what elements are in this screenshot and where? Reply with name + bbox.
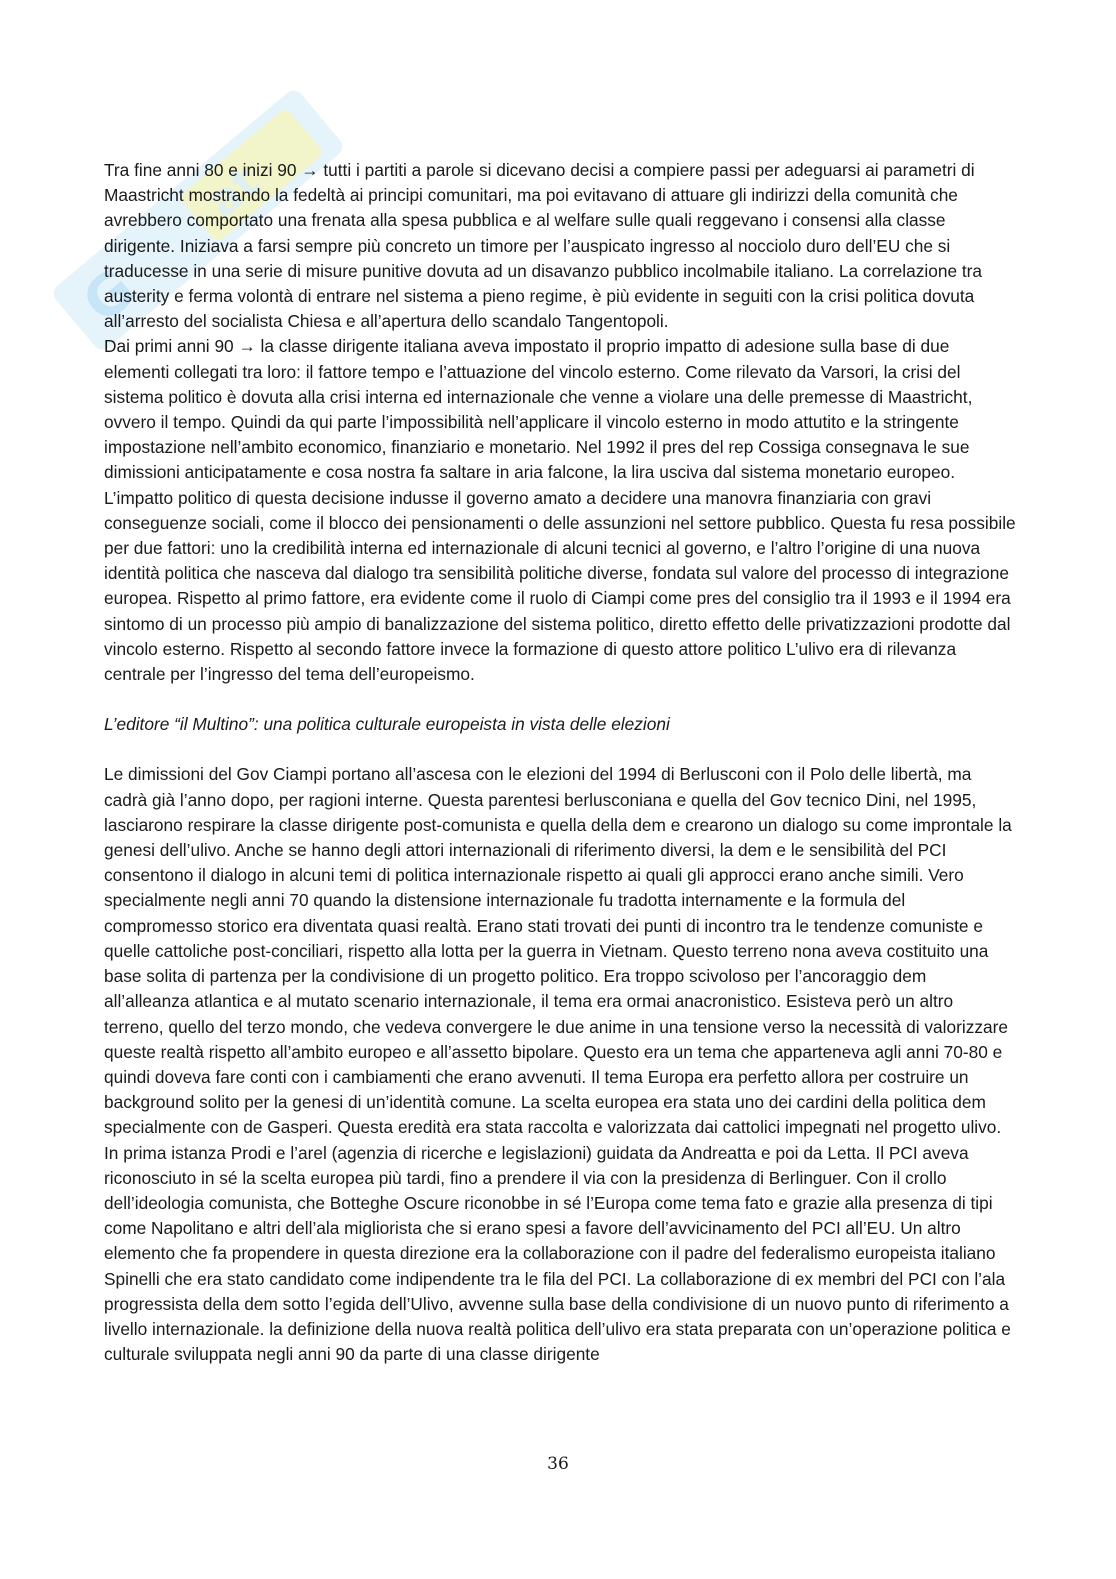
paragraph-1: Tra fine anni 80 e inizi 90 → tutti i partiti a parole si dicevano decisi a compiere passi per adeguarsi ai parametri di Maastricht mostrando la fedeltà ai principi comunitari, ma poi evitavano di attuare gli indirizzi della comunità che avrebbero comportato una frenata alla spesa pubblica e al welfare sulle quali reggevano i consensi alla classe dirigente. Iniziava a farsi sempre più concreto un timore per l’auspicato ingresso al nocciolo duro dell’EU che si traducesse in una serie di misure punitive dovuta ad un disavanzo pubblico incolmabile italiano. La correlazione tra austerity e ferma volontà di entrare nel sistema a pieno regime, è più evidente in seguiti con la crisi politica dovuta all’arresto del socialista Chiesa e all’apertura dello scandalo Tangentopoli. — [104, 160, 983, 332]
section-heading: L’editore “il Multino”: una politica culturale europeista in vista delle elezioni — [104, 714, 670, 735]
page-number: 36 — [547, 1454, 569, 1474]
paragraph-2: Dai primi anni 90 → la classe dirigente italiana aveva impostato il proprio impatto di adesione sulla base di due elementi collegati tra loro: il fattore tempo e l’attuazione del vincolo esterno. Come rilevato da Varsori, la crisi del sistema politico è dovuta alla crisi interna ed internazionale che venne a violare una delle premesse di Maastricht, ovvero il tempo. Quindi da qui parte l’impossibilità nell’applicare il vincolo esterno in modo attutito e la stringente impostazione nell’ambito economico, finanziario e monetario. Nel 1992 il pres del rep Cossiga consegnava le sue dimissioni anticipatamente e cosa nostra fa saltare in aria falcone, la lira usciva dal sistema monetario europeo. L’impatto politico di questa decisione indusse il governo amato a decidere una manovra finanziaria con gravi conseguenze sociali, come il blocco dei pensionamenti o delle assunzioni nel settore pubblico. Questa fu resa possibile per due fattori: uno la credibilità interna ed internazionale di alcuni tecnici al governo, e l’altro l’origine di una nuova identità politica che nasceva dal dialogo tra sensibilità politiche diverse, fondata sul valore del processo di integrazione europea. Rispetto al primo fattore, era evidente come il ruolo di Ciampi come pres del consiglio tra il 1993 e il 1994 era sintomo di un processo più ampio di banalizzazione del sistema politico, diretto effetto delle privatizzazioni prodotte dal vincolo esterno. Rispetto al secondo fattore invece la formazione di questo attore politico L’ulivo era di rilevanza centrale per l’ingresso del tema dell’europeismo. — [104, 336, 1016, 685]
svg-text:at: at — [197, 156, 270, 228]
section-paragraph: Le dimissioni del Gov Ciampi portano all’ascesa con le elezioni del 1994 di Berlusconi con il Polo delle libertà, ma cadrà già l’anno dopo, per ragioni interne. Questa parentesi berlusconiana e quella del Gov tecnico Dini, nel 1995, lasciarono respirare la classe dirigente post-comunista e quella della dem e crearono un dialogo su come improntale la genesi dell’ulivo. Anche se hanno degli attori internazionali di riferimento diversi, la dem e le sensibilità del PCI consentono il dialogo in alcuni temi di politica internazionale rispetto ai quali gli approcci erano anche simili. Vero specialmente negli anni 70 quando la distensione internazionale fu tradotta internamente e la formula del compromesso storico era diventata quasi realtà. Erano stati trovati dei punti di incontro tra le tendenze comuniste e quelle cattoliche post-conciliari, rispetto alla lotta per la guerra in Vietnam. Questo terreno nona aveva costituito una base solita di partenza per la condivisione di un progetto politico. Era troppo scivoloso per l’ancoraggio dem all’alleanza atlantica e al mutato scenario internazionale, il tema era ormai anacronistico. Esisteva però un altro terreno, quello del terzo mondo, che vedeva convergere le due anime in una tensione verso la necessità di valorizzare queste realtà rispetto all’ambito europeo e all’assetto bipolare. Questo era un tema che apparteneva agli anni 70-80 e quindi doveva fare conti con i cambiamenti che erano avvenuti. Il tema Europa era perfetto allora per costruire un background solito per la genesi di un’identità comune. La scelta europea era stata uno dei cardini della politica dem specialmente con de Gasperi. Questa eredità era stata raccolta e valorizzata dai cattolici impegnati nel progetto ulivo. In prima istanza Prodi e l’arel (agenzia di ricerche e legislazioni) guidata da Andreatta e poi da Letta. Il PCI aveva riconosciuto in sé la scelta europea più tardi, fino a prendere il via con la presidenza di Berlinguer. Con il crollo dell’ideologia comunista, che Botteghe Oscure riconobbe in sé l’Europa come tema fato e grazie alla presenza di tipi come Napolitano e altri dell’ala migliorista che si erano spesi a favore dell’avvicinamento del PCI all’EU. Un altro elemento che fa propendere in questa direzione era la collaborazione con il padre del federalismo europeista italiano Spinelli che era stato candidato come indipendente tra le fila del PCI. La collaborazione di ex membri del PCI con l’ala progressista della dem sotto l’egida dell’Ulivo, avvenne sulla base della condivisione di un nuovo punto di riferimento a livello internazionale. la definizione della nuova realtà politica dell’ulivo era stata preparata con un’operazione politica e culturale sviluppata negli anni 90 da parte di una classe dirigente — [104, 764, 1012, 1365]
document-body — [104, 158, 1016, 1367]
svg-text:G: G — [70, 256, 148, 337]
